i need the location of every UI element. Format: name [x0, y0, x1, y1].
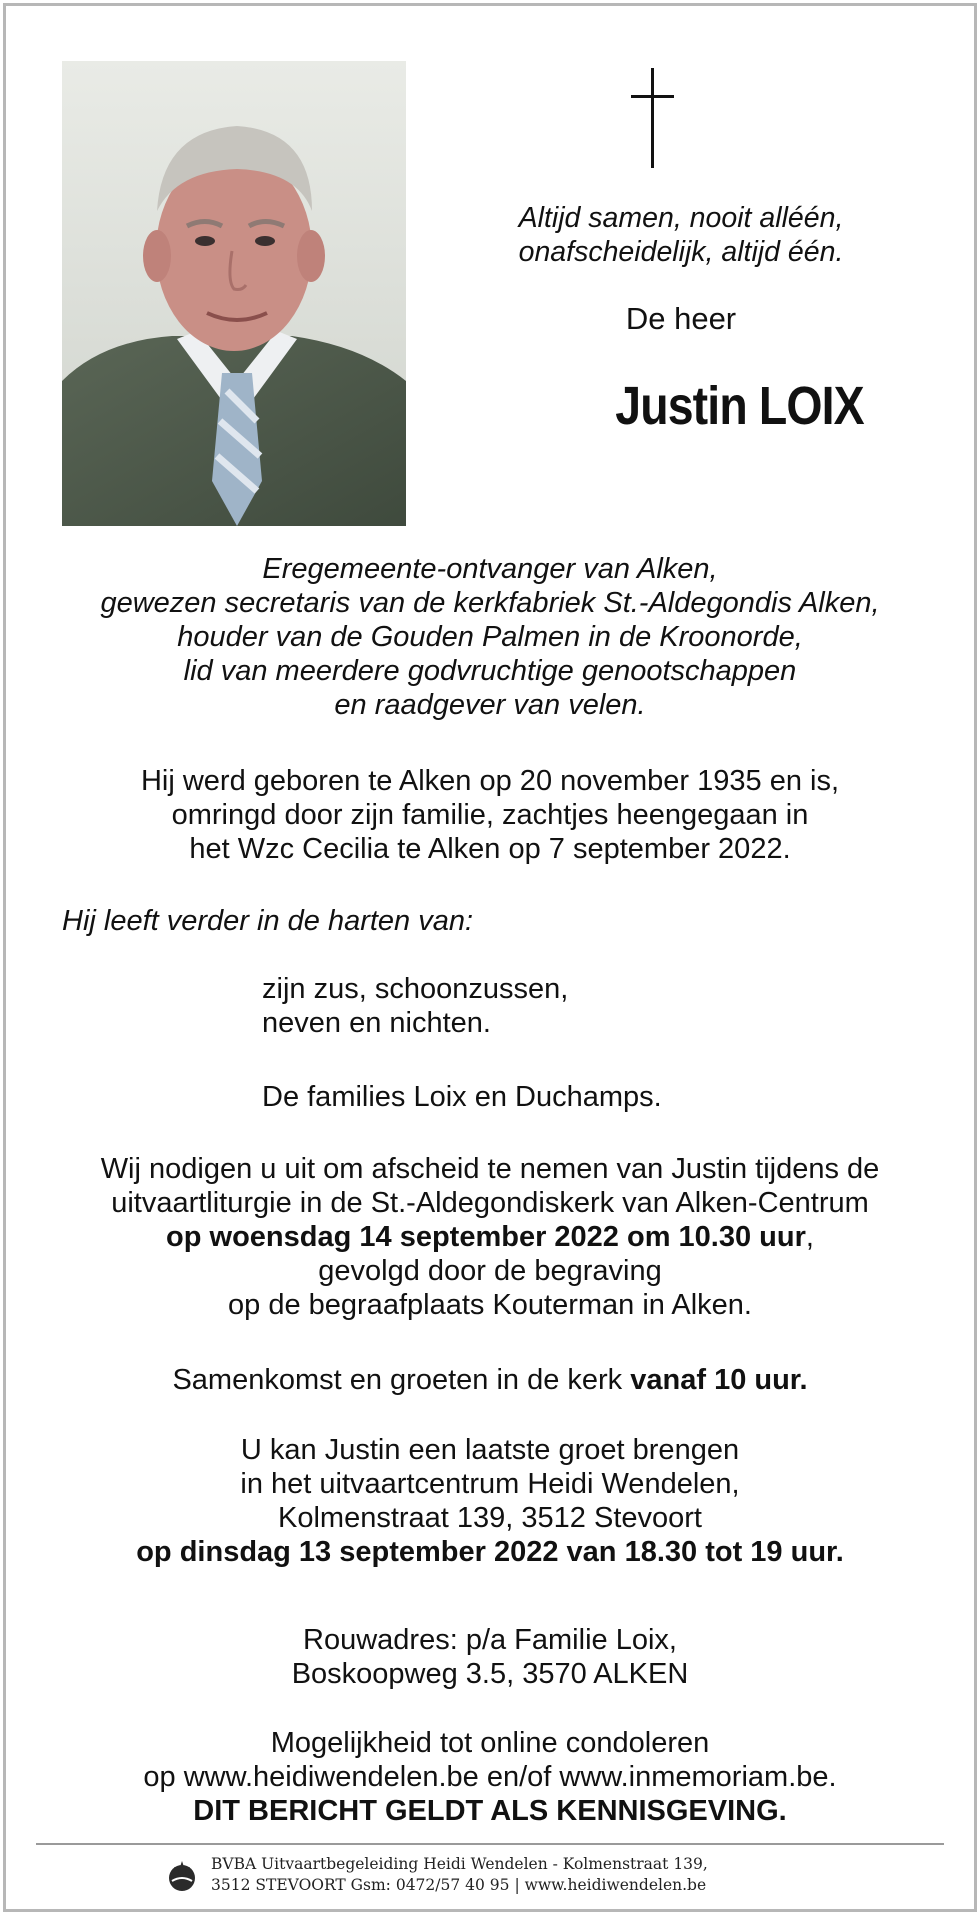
footer-divider [36, 1843, 944, 1845]
online-line: op www.heidiwendelen.be en/of www.inmemoriam.be. [143, 1761, 837, 1793]
birth-line: het Wzc Cecilia te Alken op 7 september 2022. [189, 833, 791, 865]
birth-line: omringd door zijn familie, zachtjes heengegaan in [171, 799, 809, 831]
address-line: Rouwadres: p/a Familie Loix, [303, 1624, 677, 1656]
address-block [6, 1623, 974, 1691]
service-block [6, 1152, 974, 1322]
gathering-time: vanaf 10 uur. [630, 1364, 808, 1396]
role-line: houder van de Gouden Palmen in de Kroonorde, [177, 621, 803, 653]
portrait-illustration [62, 61, 406, 526]
cross-icon [623, 68, 683, 168]
honorific: De heer [625, 301, 737, 336]
family-line: neven en nichten. [262, 1007, 491, 1039]
motto-line: onafscheidelijk, altijd één. [518, 236, 844, 268]
families-line: De families Loix en Duchamps. [262, 1081, 662, 1113]
footer-line: BVBA Uitvaartbegeleiding Heidi Wendelen - Kolmenstraat 139, [211, 1855, 708, 1873]
visit-line: Kolmenstraat 139, 3512 Stevoort [278, 1502, 702, 1534]
roles-block [6, 552, 974, 722]
notice-line: DIT BERICHT GELDT ALS KENNISGEVING. [193, 1795, 787, 1827]
birth-line: Hij werd geboren te Alken op 20 november 1935 en is, [140, 765, 840, 797]
obituary-card [3, 3, 977, 1912]
service-line: op de begraafplaats Kouterman in Alken. [228, 1289, 752, 1321]
survivors-intro: Hij leeft verder in de harten van: [62, 905, 474, 937]
role-line: lid van meerdere godvruchtige genootschappen [183, 655, 797, 687]
gathering-text: Samenkomst en groeten in de kerk [172, 1364, 631, 1396]
family-line: zijn zus, schoonzussen, [262, 973, 569, 1005]
gathering-line [6, 1363, 974, 1397]
service-date: op woensdag 14 september 2022 om 10.30 uur [166, 1221, 806, 1253]
birth-death-block [6, 764, 974, 866]
address-line: Boskoopweg 3.5, 3570 ALKEN [291, 1658, 689, 1690]
visit-line: in het uitvaartcentrum Heidi Wendelen, [240, 1468, 740, 1500]
footer-line: 3512 STEVOORT Gsm: 0472/57 40 95 | www.heidiwendelen.be [211, 1876, 707, 1894]
role-line: gewezen secretaris van de kerkfabriek St.-Aldegondis Alken, [100, 587, 880, 619]
service-line: gevolgd door de begraving [318, 1255, 662, 1287]
portrait-photo [62, 61, 406, 526]
online-block [6, 1726, 974, 1828]
footer-text [211, 1854, 811, 1896]
visit-line: U kan Justin een laatste groet brengen [240, 1434, 740, 1466]
family-block [262, 972, 962, 1040]
motto-line: Altijd samen, nooit alléén, [518, 202, 844, 234]
motto [424, 201, 938, 269]
online-line: Mogelijkheid tot online condoleren [270, 1727, 710, 1759]
service-date-line [6, 1220, 974, 1254]
service-line: Wij nodigen u uit om afscheid te nemen van Justin tijdens de [100, 1153, 880, 1185]
service-line: uitvaartliturgie in de St.-Aldegondiskerk van Alken-Centrum [111, 1187, 869, 1219]
role-line: en raadgever van velen. [334, 689, 646, 721]
funeral-home-logo-icon [164, 1857, 200, 1893]
visit-block [6, 1433, 974, 1569]
deceased-name: Justin LOIX [615, 376, 864, 436]
visit-date-text: op dinsdag 13 september 2022 van 18.30 tot 19 uur. [136, 1536, 844, 1568]
service-date-suffix: , [805, 1221, 814, 1253]
visit-date [6, 1535, 974, 1569]
role-line: Eregemeente-ontvanger van Alken, [262, 553, 718, 585]
